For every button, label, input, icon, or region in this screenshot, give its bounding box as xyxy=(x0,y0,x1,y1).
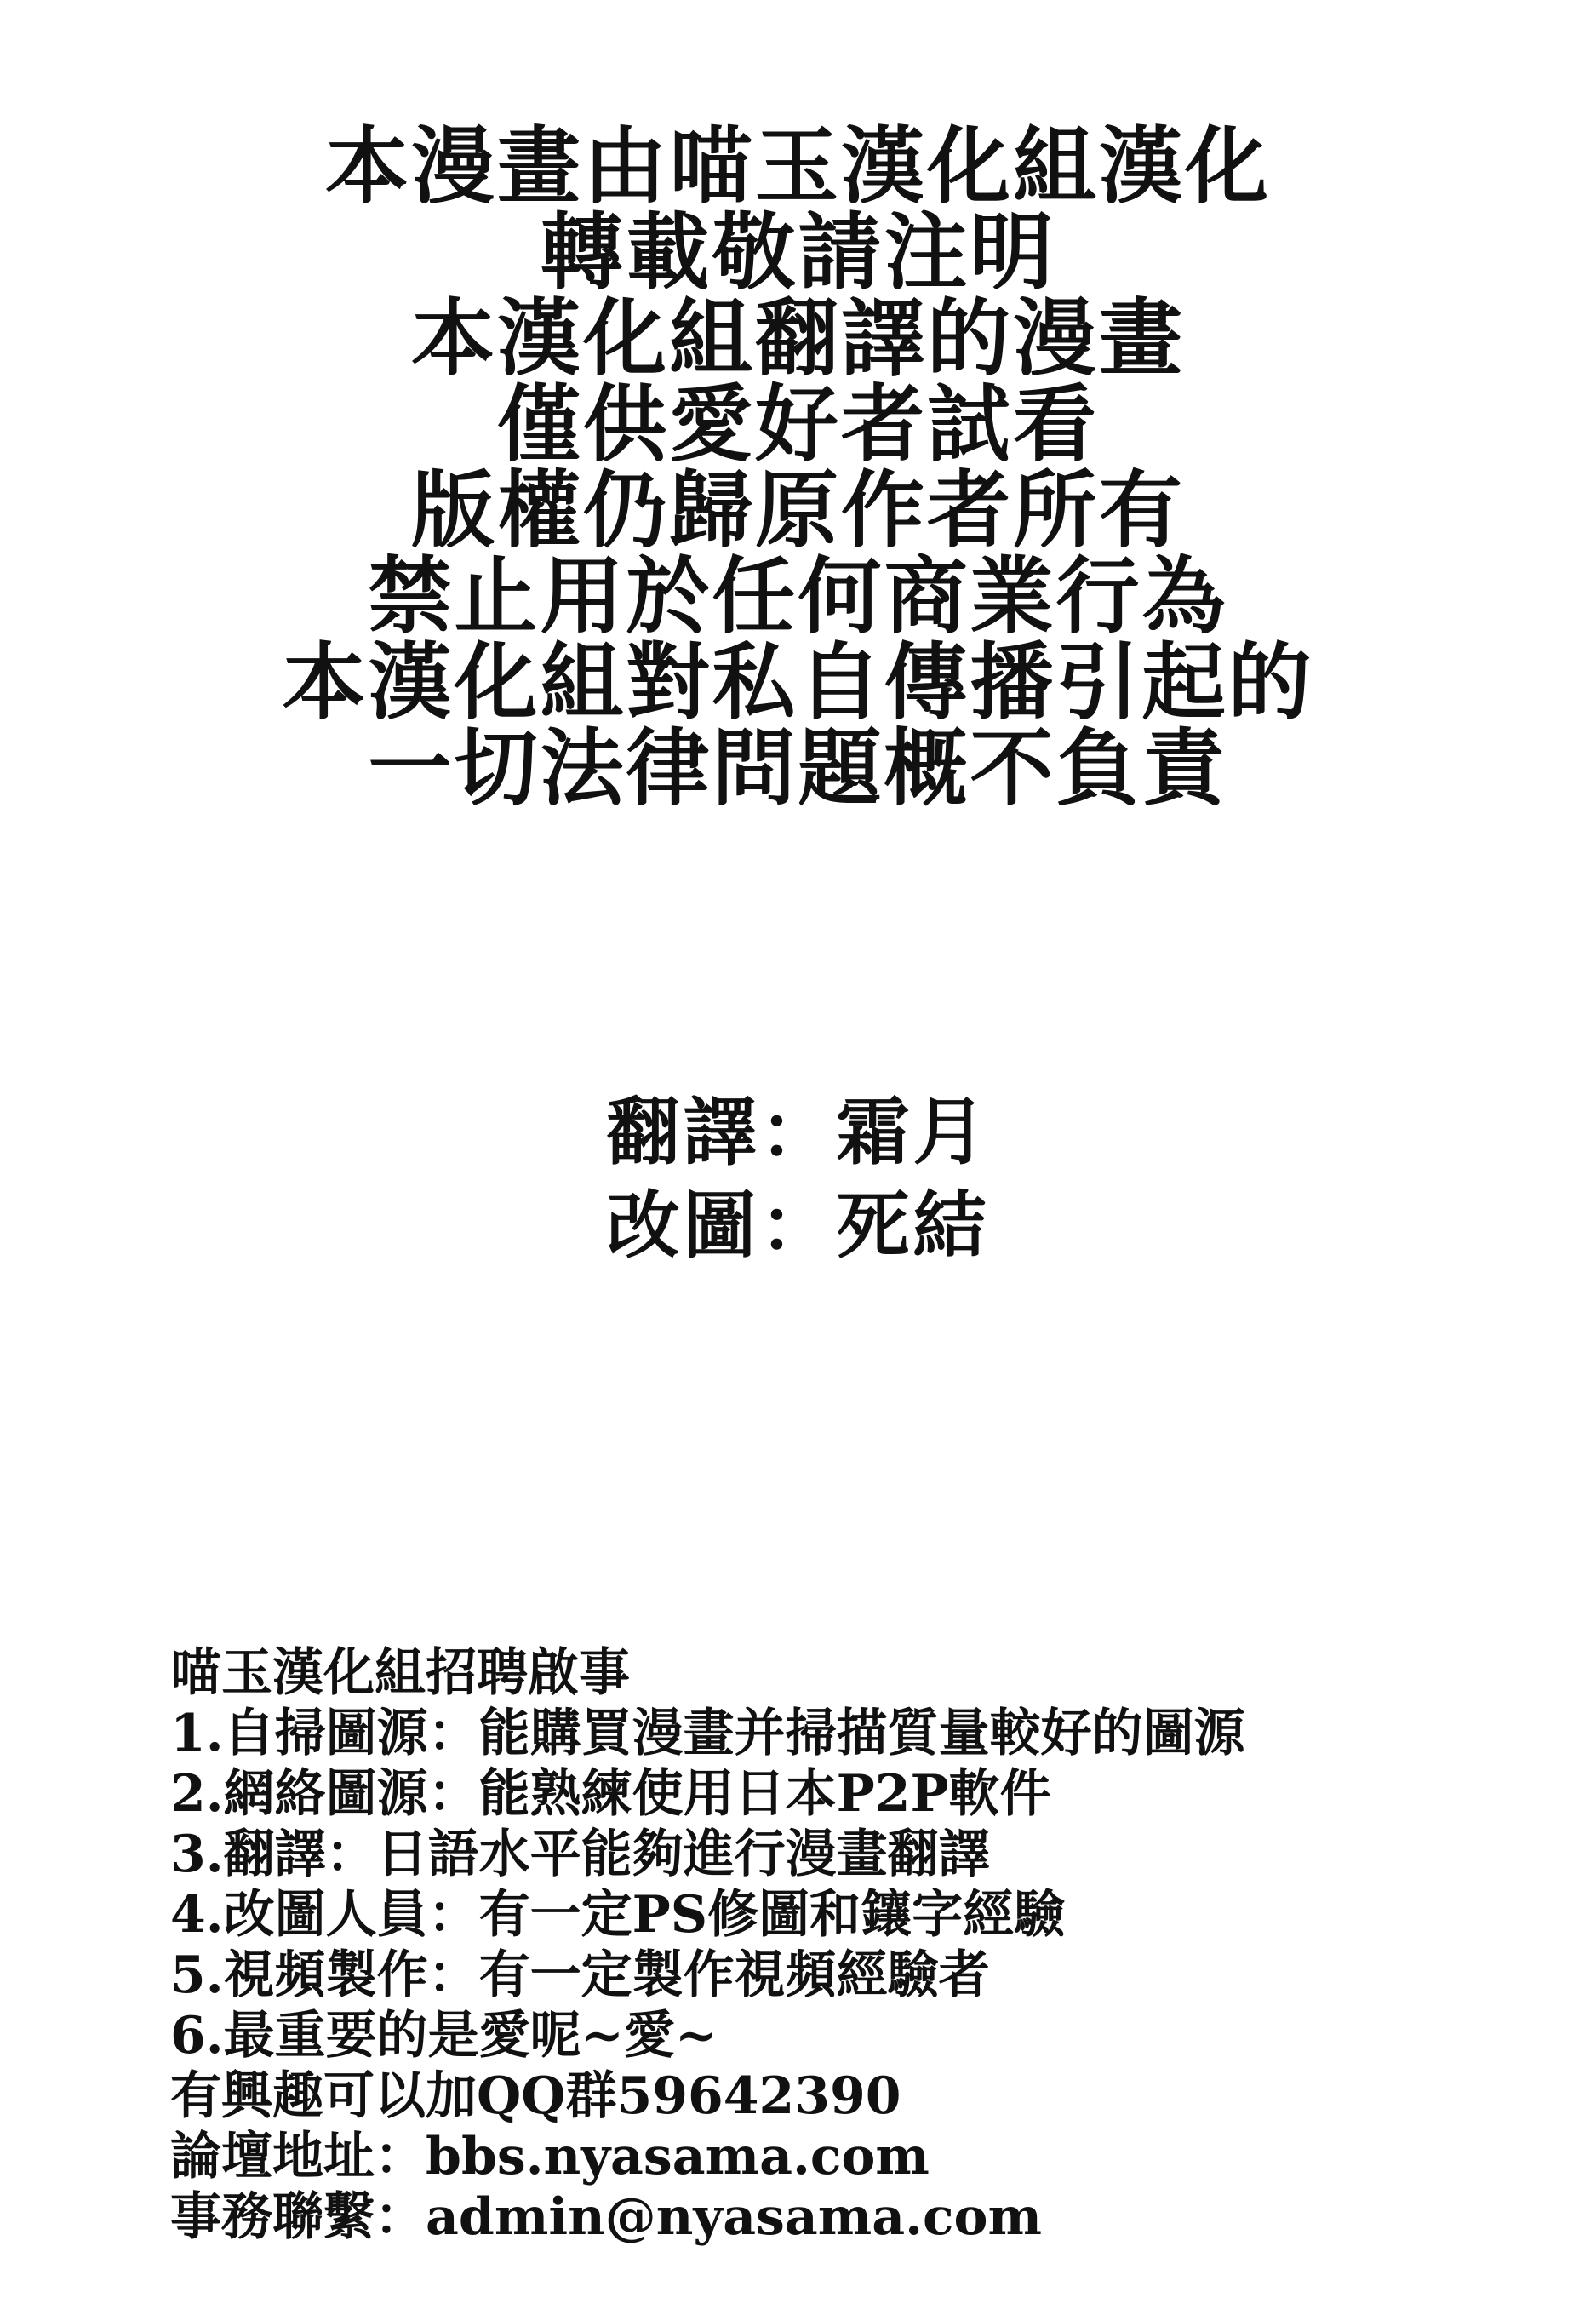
recruitment-item-2: 2.網絡圖源：能熟練使用日本P2P軟件 xyxy=(170,1764,1051,1824)
notice-line-1: 本漫畫由喵玉漢化組漢化 xyxy=(324,117,1271,215)
notice-line-5: 版權仍歸原作者所有 xyxy=(410,461,1185,559)
notice-line-3: 本漢化組翻譯的漫畫 xyxy=(410,289,1185,387)
recruitment-notice xyxy=(170,1643,1532,2248)
recruitment-item-4: 4.改圖人員：有一定PS修圖和鑲字經驗 xyxy=(170,1885,1066,1945)
notice-line-8: 一切法律問題概不負責 xyxy=(368,719,1228,817)
recruitment-title: 喵玉漢化組招聘啟事 xyxy=(170,1643,630,1703)
notice-line-2: 轉載敬請注明 xyxy=(540,203,1056,301)
notice-line-7: 本漢化組對私自傳播引起的 xyxy=(282,633,1314,731)
recruitment-item-1: 1.自掃圖源：能購買漫畫并掃描質量較好的圖源 xyxy=(170,1704,1245,1763)
contact-email: 事務聯繫：admin@nyasama.com xyxy=(170,2187,1043,2247)
recruitment-item-6: 6.最重要的是愛呢~愛~ xyxy=(170,2006,718,2066)
translation-credit: 翻譯：霜月 xyxy=(606,1090,990,1175)
qq-group-info: 有興趣可以加QQ群59642390 xyxy=(170,2066,901,2126)
staff-credits xyxy=(0,1086,1596,1273)
recruitment-item-5: 5.視頻製作：有一定製作視頻經驗者 xyxy=(170,1945,990,2005)
forum-address: 論壇地址：bbs.nyasama.com xyxy=(170,2127,930,2186)
copyright-notice xyxy=(0,117,1596,817)
notice-line-4: 僅供愛好者試看 xyxy=(496,375,1099,473)
notice-line-6: 禁止用於任何商業行為 xyxy=(368,547,1228,645)
recruitment-item-3: 3.翻譯：日語水平能夠進行漫畫翻譯 xyxy=(170,1825,990,1884)
editing-credit: 改圖：死結 xyxy=(606,1183,990,1269)
